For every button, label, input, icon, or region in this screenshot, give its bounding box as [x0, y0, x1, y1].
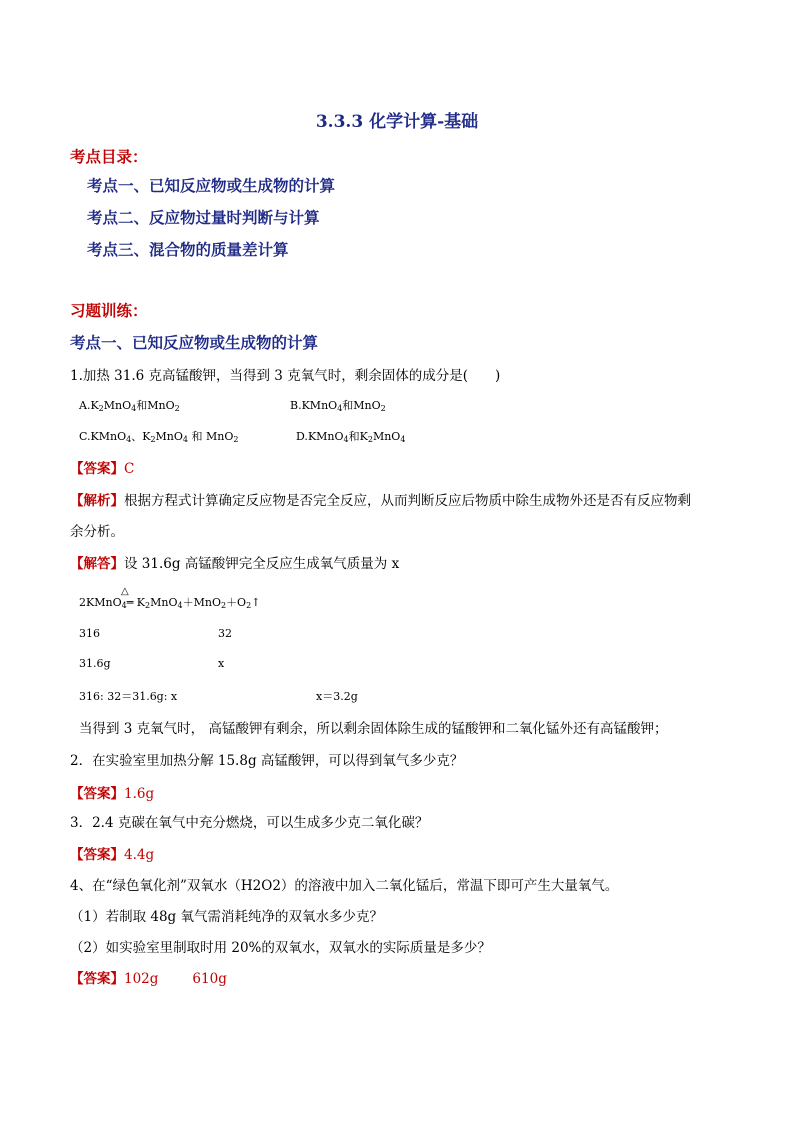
section-header-1: 考点一、已知反应物或生成物的计算	[70, 334, 319, 352]
q1-row1-right: 32	[218, 627, 232, 640]
q1-analysis-line-1: 【解析】根据方程式计算确定反应物是否完全反应，从而判断反应后物质中除生成物外还是否有反应物剩	[70, 493, 691, 509]
exercise-header: 习题训练：	[70, 302, 148, 320]
toc-item-1: 考点一、已知反应物或生成物的计算	[87, 177, 336, 195]
heat-condition: △	[121, 586, 129, 597]
q2-stem: 2．在实验室里加热分解 15.8g 高锰酸钾，可以得到氧气多少克？	[70, 753, 464, 769]
q4-subquestion-2: （2）如实验室里制取时用 20%的双氧水，双氧水的实际质量是多少？	[70, 940, 491, 956]
q4-subquestion-1: （1）若制取 48g 氧气需消耗纯净的双氧水多少克？	[70, 909, 383, 925]
page-title: 3.3.3 化学计算-基础	[315, 112, 479, 132]
q1-row1-left: 316	[79, 627, 100, 640]
q1-answer: 【答案】C	[70, 461, 135, 477]
toc-item-2: 考点二、反应物过量时判断与计算	[87, 209, 320, 227]
q1-solution: 【解答】设 31.6g 高锰酸钾完全反应生成氧气质量为 x	[70, 556, 400, 572]
q1-row2-left: 31.6g	[79, 657, 111, 670]
q1-equation: △ 2KMnO$_4$═ $K_2MnO_4+MnO_2+O_2↑$	[79, 586, 261, 610]
q4-stem: 4、在“绿色氧化剂”双氧水（H2O2）的溶液中加入二氧化锰后，常温下即可产生大量氧气。	[70, 878, 619, 894]
q1-option-b: B.KMnO$_4$和MnO$_2$	[290, 399, 386, 413]
toc-header: 考点目录：	[70, 148, 148, 166]
q3-stem: 3．2.4 克碳在氧气中充分燃烧，可以生成多少克二氧化碳？	[70, 815, 429, 831]
q1-row2-right: x	[218, 657, 225, 670]
q2-answer: 【答案】1.6g	[70, 786, 155, 802]
q4-answer: 【答案】102g 610g	[70, 971, 227, 987]
q1-option-d: D.KMnO$_4$和$K_2MnO_4$	[296, 430, 406, 444]
q3-answer: 【答案】4.4g	[70, 847, 155, 863]
toc-item-3: 考点三、混合物的质量差计算	[87, 241, 289, 259]
q1-row3-left: 316: 32＝31.6g: x	[79, 690, 178, 703]
q1-conclusion: 当得到 3 克氧气时， 高锰酸钾有剩余，所以剩余固体除生成的锰酸钾和二氧化锰外还有高锰酸钾；	[79, 721, 668, 737]
q1-option-a: $A.K_2MnO_4$和MnO$_2$	[79, 399, 180, 413]
q1-row3-right: x＝3.2g	[316, 690, 358, 703]
q1-analysis-line-2: 余分析。	[70, 524, 124, 540]
q1-option-c: C.KMnO$_4$、$K_2MnO_4$ 和 MnO$_2$	[79, 430, 239, 444]
q1-stem: 1.加热 31.6 克高锰酸钾，当得到 3 克氧气时，剩余固体的成分是( )	[70, 368, 501, 384]
